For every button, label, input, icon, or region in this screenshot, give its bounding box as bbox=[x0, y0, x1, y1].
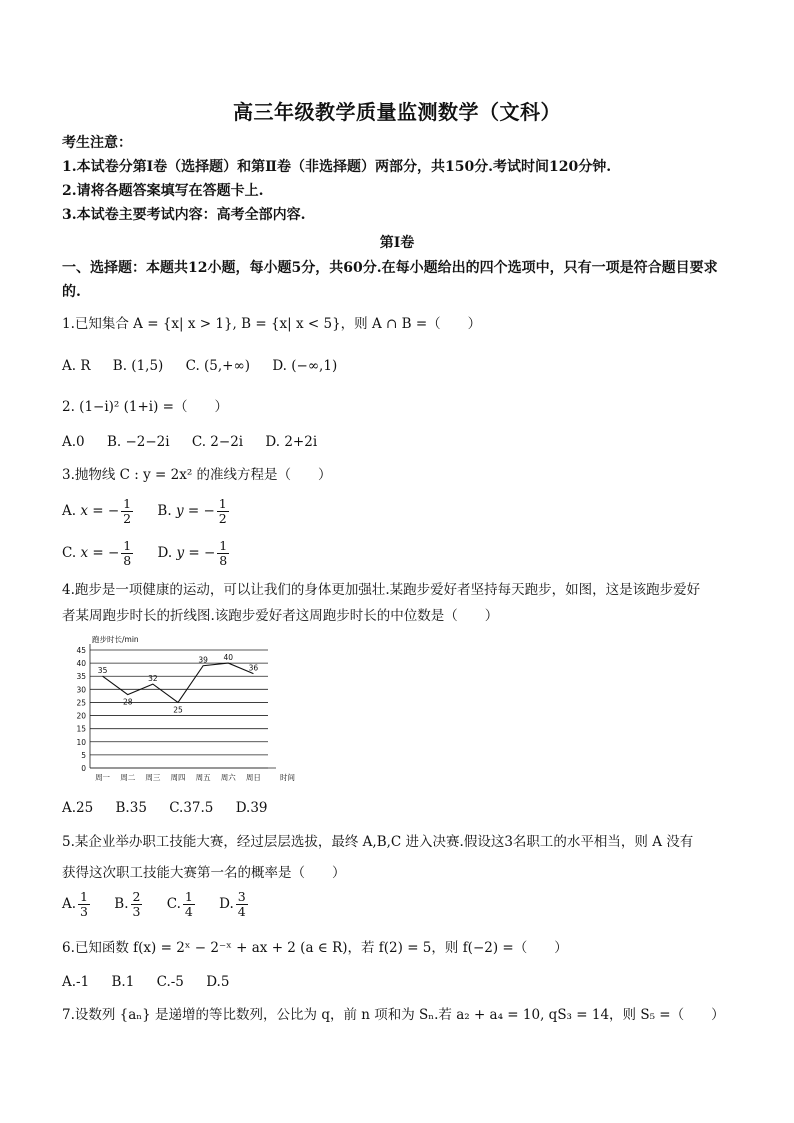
y-tick-label: 10 bbox=[76, 737, 86, 747]
question-1-stem: 1.已知集合 A = {x| x > 1}, B = {x| x < 5}，则 A ∩ B =（ ） bbox=[62, 316, 482, 332]
fraction-denominator: 8 bbox=[219, 553, 228, 568]
y-tick-label: 20 bbox=[76, 711, 86, 721]
fraction-denominator: 2 bbox=[123, 511, 132, 526]
question-3-option-d bbox=[158, 539, 232, 568]
chart-y-ticks bbox=[76, 646, 86, 773]
fraction bbox=[121, 497, 133, 526]
x-tick-label: 周一 bbox=[95, 773, 111, 782]
option-expr: y = − bbox=[176, 545, 216, 561]
fraction-numerator: 2 bbox=[132, 889, 141, 904]
option-label: A. bbox=[62, 896, 77, 912]
question-5-option-b bbox=[114, 890, 144, 919]
fraction-numerator: 1 bbox=[184, 889, 193, 904]
question-1-option-c: C. (5,+∞) bbox=[185, 358, 251, 374]
question-2-option-d: D. 2+2i bbox=[265, 434, 318, 450]
y-tick-label: 45 bbox=[76, 646, 86, 655]
option-label: D. bbox=[219, 896, 234, 912]
option-label: C. bbox=[62, 545, 77, 561]
question-2-options bbox=[62, 432, 335, 452]
fraction-numerator: 3 bbox=[237, 889, 246, 904]
notice-item-1: 1.本试卷分第Ⅰ卷（选择题）和第Ⅱ卷（非选择题）两部分，共150分.考试时间120分钟. bbox=[62, 159, 612, 175]
y-tick-label: 15 bbox=[76, 724, 86, 734]
question-7-stem: 7.设数列 {aₙ} 是递增的等比数列，公比为 q，前 n 项和为 Sₙ.若 a₂ + a₄ = 10, qS₃ = 14，则 S₅ =（ ） bbox=[62, 1007, 725, 1023]
x-tick-label: 周三 bbox=[145, 773, 161, 782]
question-2-option-b: B. −2−2i bbox=[106, 434, 170, 450]
data-label: 39 bbox=[198, 655, 208, 665]
data-label: 36 bbox=[248, 663, 259, 673]
notice-heading: 考生注意： bbox=[62, 135, 132, 151]
y-tick-label: 0 bbox=[81, 764, 86, 773]
question-3-option-b bbox=[157, 497, 230, 526]
question-5-option-d bbox=[219, 890, 250, 919]
question-4-stem-line-2: 者某周跑步时长的折线图.该跑步爱好者这周跑步时长的中位数是（ ） bbox=[62, 608, 499, 624]
notice-item-2: 2.请将各题答案填写在答题卡上. bbox=[62, 183, 264, 199]
question-3-option-c bbox=[62, 539, 135, 568]
fraction-denominator: 3 bbox=[80, 904, 88, 919]
question-6-option-a: A.-1 bbox=[62, 974, 90, 990]
fraction-denominator: 4 bbox=[237, 904, 246, 919]
chart-x-ticks bbox=[95, 772, 261, 782]
series-line bbox=[103, 663, 254, 702]
question-4-option-a: A.25 bbox=[62, 800, 94, 816]
fraction bbox=[217, 539, 229, 568]
notice-item-3: 3.本试卷主要考试内容：高考全部内容. bbox=[62, 207, 306, 223]
question-1-option-b: B. (1,5) bbox=[112, 358, 164, 374]
question-6-stem: 6.已知函数 f(x) = 2ˣ − 2⁻ˣ + ax + 2 (a ∈ R)，若 f(2) = 5，则 f(−2) =（ ） bbox=[62, 940, 568, 956]
fraction bbox=[236, 890, 248, 919]
chart-grid bbox=[90, 644, 276, 768]
x-tick-label: 周五 bbox=[195, 773, 211, 782]
section-heading: 一、选择题：本题共12小题，每小题5分，共60分.在每小题给出的四个选项中，只有一项是符合题目要求的. bbox=[62, 260, 718, 300]
x-tick-label: 周二 bbox=[120, 773, 136, 782]
question-3-stem: 3.抛物线 C : y = 2x² 的准线方程是（ ） bbox=[62, 467, 332, 483]
data-label: 25 bbox=[173, 705, 183, 715]
question-6-option-d: D.5 bbox=[206, 974, 230, 990]
volume-heading: 第Ⅰ卷 bbox=[379, 235, 415, 251]
option-expr: x = − bbox=[80, 545, 120, 561]
fraction bbox=[121, 539, 133, 568]
x-tick-label: 周日 bbox=[245, 773, 261, 782]
question-4-option-c: C.37.5 bbox=[169, 800, 214, 816]
fraction-denominator: 4 bbox=[184, 904, 193, 919]
question-3-options-row-2 bbox=[62, 539, 249, 568]
option-label: B. bbox=[114, 896, 129, 912]
x-tick-label: 周六 bbox=[220, 773, 236, 782]
question-1-options bbox=[62, 356, 355, 376]
y-tick-label: 35 bbox=[76, 672, 86, 682]
data-label: 35 bbox=[97, 666, 108, 676]
option-expr: y = − bbox=[175, 503, 215, 519]
option-label: A. bbox=[62, 503, 77, 519]
question-3-options-row-1 bbox=[62, 497, 249, 526]
fraction bbox=[183, 890, 195, 919]
chart-y-axis-label: 跑步时长/min bbox=[92, 635, 139, 644]
question-4-stem-line-1: 4.跑步是一项健康的运动，可以让我们的身体更加强壮.某跑步爱好者坚持每天跑步，如图，这是该跑步爱好 bbox=[62, 582, 701, 598]
fraction-numerator: 1 bbox=[123, 496, 132, 511]
fraction-denominator: 3 bbox=[132, 904, 141, 919]
question-6-options bbox=[62, 972, 247, 992]
question-3-option-a bbox=[62, 497, 135, 526]
fraction bbox=[78, 890, 90, 919]
y-tick-label: 25 bbox=[76, 698, 86, 708]
chart-series bbox=[98, 653, 259, 714]
question-1-option-d: D. (−∞,1) bbox=[272, 358, 338, 374]
question-4-options bbox=[62, 798, 286, 818]
question-2-stem: 2. (1−i)² (1+i) =（ ） bbox=[62, 399, 228, 415]
fraction-numerator: 1 bbox=[123, 538, 132, 553]
question-5-options bbox=[62, 890, 268, 919]
question-6-option-c: C.-5 bbox=[156, 974, 184, 990]
fraction bbox=[131, 890, 143, 919]
y-tick-label: 5 bbox=[81, 750, 86, 760]
data-label: 32 bbox=[148, 674, 158, 684]
x-tick-label: 周四 bbox=[170, 773, 186, 782]
question-5-stem-line-2: 获得这次职工技能大赛第一名的概率是（ ） bbox=[62, 865, 346, 881]
question-6-option-b: B.1 bbox=[111, 974, 135, 990]
option-expr: x = − bbox=[80, 503, 120, 519]
option-label: C. bbox=[166, 896, 181, 912]
question-5-stem-line-1: 5.某企业举办职工技能大赛，经过层层选拔，最终 A,B,C 进入决赛.假设这3名职工的水平相当，则 A 没有 bbox=[62, 834, 694, 850]
data-label: 40 bbox=[223, 653, 234, 663]
question-5-option-c bbox=[167, 890, 197, 919]
y-tick-label: 30 bbox=[76, 685, 86, 695]
question-5-option-a bbox=[62, 890, 92, 919]
data-label: 28 bbox=[122, 697, 133, 707]
fraction-numerator: 1 bbox=[80, 889, 88, 904]
fraction-numerator: 1 bbox=[218, 496, 227, 511]
fraction-numerator: 1 bbox=[219, 538, 228, 553]
option-label: B. bbox=[157, 503, 172, 519]
option-label: D. bbox=[157, 545, 173, 561]
question-2-option-c: C. 2−2i bbox=[191, 434, 244, 450]
question-1-option-a: A. R bbox=[62, 358, 91, 374]
y-tick-label: 40 bbox=[76, 659, 86, 669]
fraction-denominator: 2 bbox=[218, 511, 227, 526]
fraction bbox=[217, 497, 229, 526]
running-time-line-chart bbox=[60, 632, 300, 788]
fraction-denominator: 8 bbox=[123, 553, 132, 568]
chart-x-axis-label: 时间 bbox=[280, 773, 295, 782]
question-4-option-d: D.39 bbox=[235, 800, 268, 816]
question-4-option-b: B.35 bbox=[115, 800, 147, 816]
exam-title: 高三年级教学质量监测数学（文科） bbox=[233, 100, 561, 124]
question-2-option-a: A.0 bbox=[62, 434, 85, 450]
